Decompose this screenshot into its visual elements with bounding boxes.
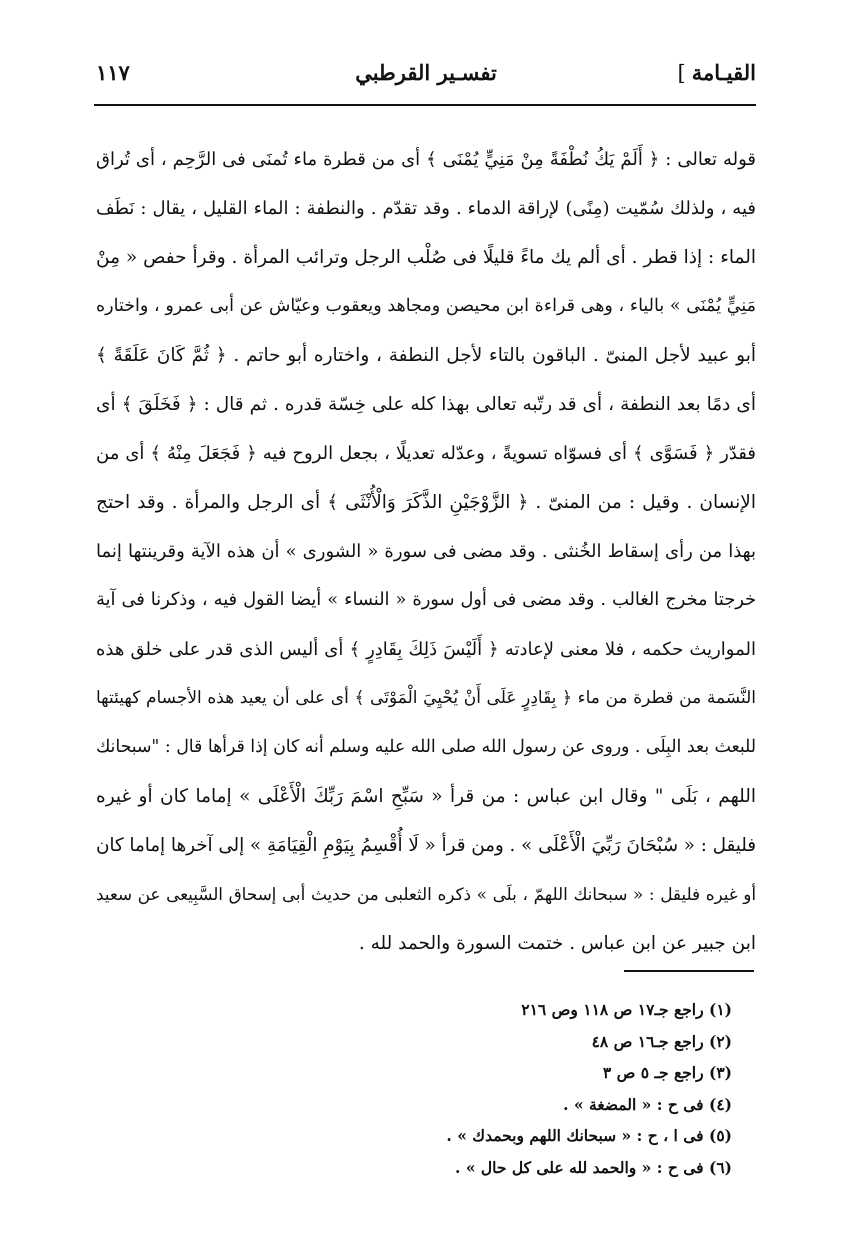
book-title: تفسـير القرطبي xyxy=(355,60,497,85)
text-line: الماء : إذا قطر . أى ألم يك ماءً قليلًا فى صُلْب الرجل وترائب المرأة . وقرأ حفص « مِنْ xyxy=(96,247,756,268)
text-line: المواريث حكمه ، فلا معنى لإعادته ﴿ أَلَيْسَ ذَلِكَ بِقَادِرٍ ﴾ أى أليس الذى قدر على خلق هذه xyxy=(96,639,756,660)
text-line: فقدّر ﴿ فَسَوَّى ﴾ أى فسوّاه تسويةً ، وعدّله تعديلًا ، بجعل الروح فيه ﴿ فَجَعَلَ مِنْهُ ﴾ أى من xyxy=(96,443,756,464)
text-line: النَّسَمة من قطرة من ماء ﴿ بِقَادِرٍ عَلَى أَنْ يُحْيِيَ الْمَوْتَى ﴾ أى على أن يعيد هذه الأجسام كهيئتها xyxy=(96,688,756,708)
footnote-item: (٦) فى ح : « والحمد لله على كل حال » . xyxy=(455,1157,732,1177)
footnote-item: (٣) راجع جـ ٥ ص ٣ xyxy=(602,1063,732,1082)
surah-label: القيـامة xyxy=(691,60,756,85)
text-line: أبو عبيد لأجل المنىّ . الباقون بالتاء لأجل النطفة ، واختاره أبو حاتم . ﴿ ثُمَّ كَانَ عَلَقَةً ﴾ xyxy=(96,345,756,366)
text-line: الإنسان . وقيل : من المنىّ . ﴿ الزَّوْجَيْنِ الذَّكَرَ وَالْأُنْثَى ﴾ أى الرجل والمرأة . وقد احتج xyxy=(96,492,756,513)
footnote-item: (٢) راجع جـ١٦ ص ٤٨ xyxy=(591,1031,732,1051)
header-bracket: ] xyxy=(677,61,686,85)
text-line: للبعث بعد البِلَى . وروى عن رسول الله صلى الله عليه وسلم أنه كان إذا قرأها قال : "سبحانك xyxy=(96,737,756,757)
footnote-item: (٤) فى ح : « المضغة » . xyxy=(563,1094,732,1114)
text-line: مَنِيٍّ يُمْنَى » بالياء ، وهى قراءة ابن محيصن ومجاهد ويعقوب وعيّاش عن أبى عمرو ، واختاره xyxy=(96,296,756,316)
page-header xyxy=(96,60,756,100)
text-line-last: ابن جبير عن ابن عباس . ختمت السورة والحمد لله . xyxy=(358,933,756,954)
text-line: بهذا من رأى إسقاط الخُنثى . وقد مضى فى سورة « الشورى » أن هذه الآية وقرينتها إنما xyxy=(96,541,756,562)
text-line: خرجتا مخرج الغالب . وقد مضى فى أول سورة « النساء » أيضا القول فيه ، وذكرنا فى آية xyxy=(96,590,756,610)
text-line: فليقل : « سُبْحَانَ رَبِّيَ الْأَعْلَى » . ومن قرأ « لَا أُقْسِمُ بِيَوْمِ الْقِيَامَةِ » إلى آخرها إماما كان xyxy=(96,835,756,856)
footnote-item: (١) راجع جـ١٧ ص ١١٨ وص ٢١٦ xyxy=(521,1000,732,1019)
footnotes xyxy=(292,994,732,1183)
header-rule xyxy=(94,104,756,106)
text-line: اللهم ، بَلَى " وقال ابن عباس : من قرأ « سَبِّحِ اسْمَ رَبِّكَ الْأَعْلَى » إماما كان أو غيره xyxy=(96,786,756,807)
main-text xyxy=(96,135,756,968)
text-line: فيه ، ولذلك سُمّيت (مِنًى) لإراقة الدماء . وقد تقدّم . والنطفة : الماء القليل ، يقال : نَطَف xyxy=(96,198,756,219)
text-line: قوله تعالى : ﴿ أَلَمْ يَكُ نُطْفَةً مِنْ مَنِيٍّ يُمْنَى ﴾ أى من قطرة ماء تُمنَى فى الرَّحِم ، أى تُراق xyxy=(96,149,756,170)
page-number: ١١٧ xyxy=(96,60,130,85)
footnote-rule xyxy=(624,970,754,972)
surah-name xyxy=(678,60,756,85)
text-line: أو غيره فليقل : « سبحانك اللهمّ ، بلَى » ذكره الثعلبى من حديث أبى إسحاق السَّبِيعى عن سعيد xyxy=(96,884,756,904)
text-line: أى دمًا بعد النطفة ، أى قد رتّبه تعالى بهذا كله على خِسّة قدره . ثم قال : ﴿ فَخَلَقَ ﴾ أى xyxy=(96,394,756,415)
footnote-item: (٥) فى ا ، ح : « سبحانك اللهم وبحمدك » . xyxy=(446,1126,732,1145)
